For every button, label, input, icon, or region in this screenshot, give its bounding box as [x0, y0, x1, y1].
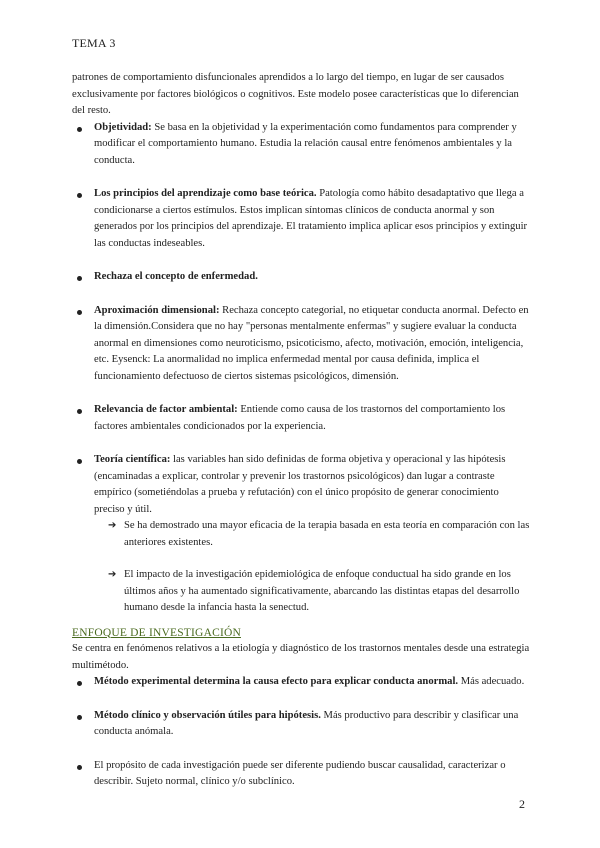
list-item: [72, 708, 530, 741]
characteristics-list: [72, 120, 530, 617]
list-item-heading: Objetividad:: [94, 121, 152, 133]
list-item-text: El propósito de cada investigación puede ser diferente pudiendo buscar causalidad, caracterizar o describir. Sujeto normal, clínico y/o subclínico.: [94, 759, 506, 787]
sub-list-item: [108, 567, 530, 617]
bullet-dot-icon: [77, 459, 82, 464]
bullet-dot-icon: [77, 715, 82, 720]
list-item-text: Se basa en la objetividad y la experimentación como fundamentos para comprender y modificar el comportamiento humano. Estudia la relación causal entre fenómenos ambientales y la conducta.: [94, 121, 517, 166]
list-item: [72, 120, 530, 170]
bullet-dot-icon: [77, 276, 82, 281]
list-item-text: las variables han sido definidas de forma objetiva y operacional y las hipótesis (encaminadas a explicar, controlar y prevenir los trastornos psicológicos) dan lugar a contraste empírico (sometiéndolas a prueba y refutación) con el único propósito de generar conocimiento preciso y útil.: [94, 454, 506, 515]
list-item: [72, 186, 530, 252]
list-item-heading: Los principios del aprendizaje como base teórica.: [94, 188, 317, 199]
list-item-heading: Rechaza el concepto de enfermedad.: [94, 271, 258, 282]
research-methods-list: [72, 674, 530, 791]
list-item: [72, 758, 530, 791]
list-item: [72, 303, 530, 386]
list-item-text: Patología como hábito desadaptativo que llega a condicionarse a ciertos estímulos. Estos implican síntomas clínicos de conducta anormal y son generados por los principios del aprendizaje. El tratamiento implica aplicar esos principios y extinguir las conductas indeseables.: [94, 188, 528, 249]
page-header: TEMA 3: [72, 36, 116, 50]
intro-paragraph: patrones de comportamiento disfuncionales aprendidos a lo largo del tiempo, en lugar de ser causados exclusivamente por factores biológicos o cognitivos. Este modelo posee características que lo diferencian del resto.: [72, 72, 519, 116]
arrow-right-icon: ➔: [108, 520, 117, 531]
list-item-text: Más productivo para describir y clasificar una conducta anómala.: [94, 709, 519, 737]
section-title: ENFOQUE DE INVESTIGACIÓN: [72, 626, 241, 639]
bullet-dot-icon: [77, 127, 82, 132]
document-body: [72, 70, 530, 791]
list-item: [72, 674, 530, 691]
list-item-heading: Método experimental determina la causa efecto para explicar conducta anormal.: [94, 676, 459, 687]
sub-list-item-text: El impacto de la investigación epidemiológica de enfoque conductual ha sido grande en los últimos años y ha aumentado significativamente, abarcando las distintas etapas del desarrollo humano desde la infancia hasta la senectud.: [124, 569, 520, 613]
list-item: [72, 269, 530, 286]
list-item: [72, 402, 530, 435]
bullet-dot-icon: [77, 193, 82, 198]
list-item-text: Entiende como causa de los trastornos del comportamiento los factores ambientales condicionados por la experiencia.: [94, 404, 506, 432]
list-item-text: Más adecuado.: [458, 676, 525, 687]
sub-list-item: [108, 518, 530, 551]
sub-list-item-text: Se ha demostrado una mayor eficacia de la terapia basada en esta teoría en comparación con las anteriores existentes.: [124, 520, 530, 548]
sub-list: [94, 518, 530, 617]
section-intro: Se centra en fenómenos relativos a la etiología y diagnóstico de los trastornos mentales desde una estrategia multimétodo.: [72, 643, 530, 671]
page-number: 2: [519, 797, 525, 811]
arrow-right-icon: ➔: [108, 569, 117, 580]
bullet-dot-icon: [77, 681, 82, 686]
list-item-heading: Aproximación dimensional:: [94, 304, 220, 316]
list-item-text: Rechaza concepto categorial, no etiquetar conducta anormal. Defecto en la dimensión.Considera que no hay "personas mentalmente enfermas" y sugiere evaluar la conducta anormal en dimensiones como neuroticismo, psicoticismo, afecto, motivación, emoción, inteligencia, etc. Eysenck: La anormalidad no implica enfermedad mental por causa definida, implica el funcionamiento defectuoso de ciertos sistemas psicológicos, dimensión.: [94, 304, 529, 382]
list-item-heading: Teoría científica:: [94, 454, 171, 465]
list-item: [72, 452, 530, 617]
bullet-dot-icon: [77, 765, 82, 770]
list-item-heading: Relevancia de factor ambiental:: [94, 404, 238, 415]
bullet-dot-icon: [77, 310, 82, 315]
list-item-heading: Método clínico y observación útiles para hipótesis.: [94, 709, 321, 721]
bullet-dot-icon: [77, 409, 82, 414]
